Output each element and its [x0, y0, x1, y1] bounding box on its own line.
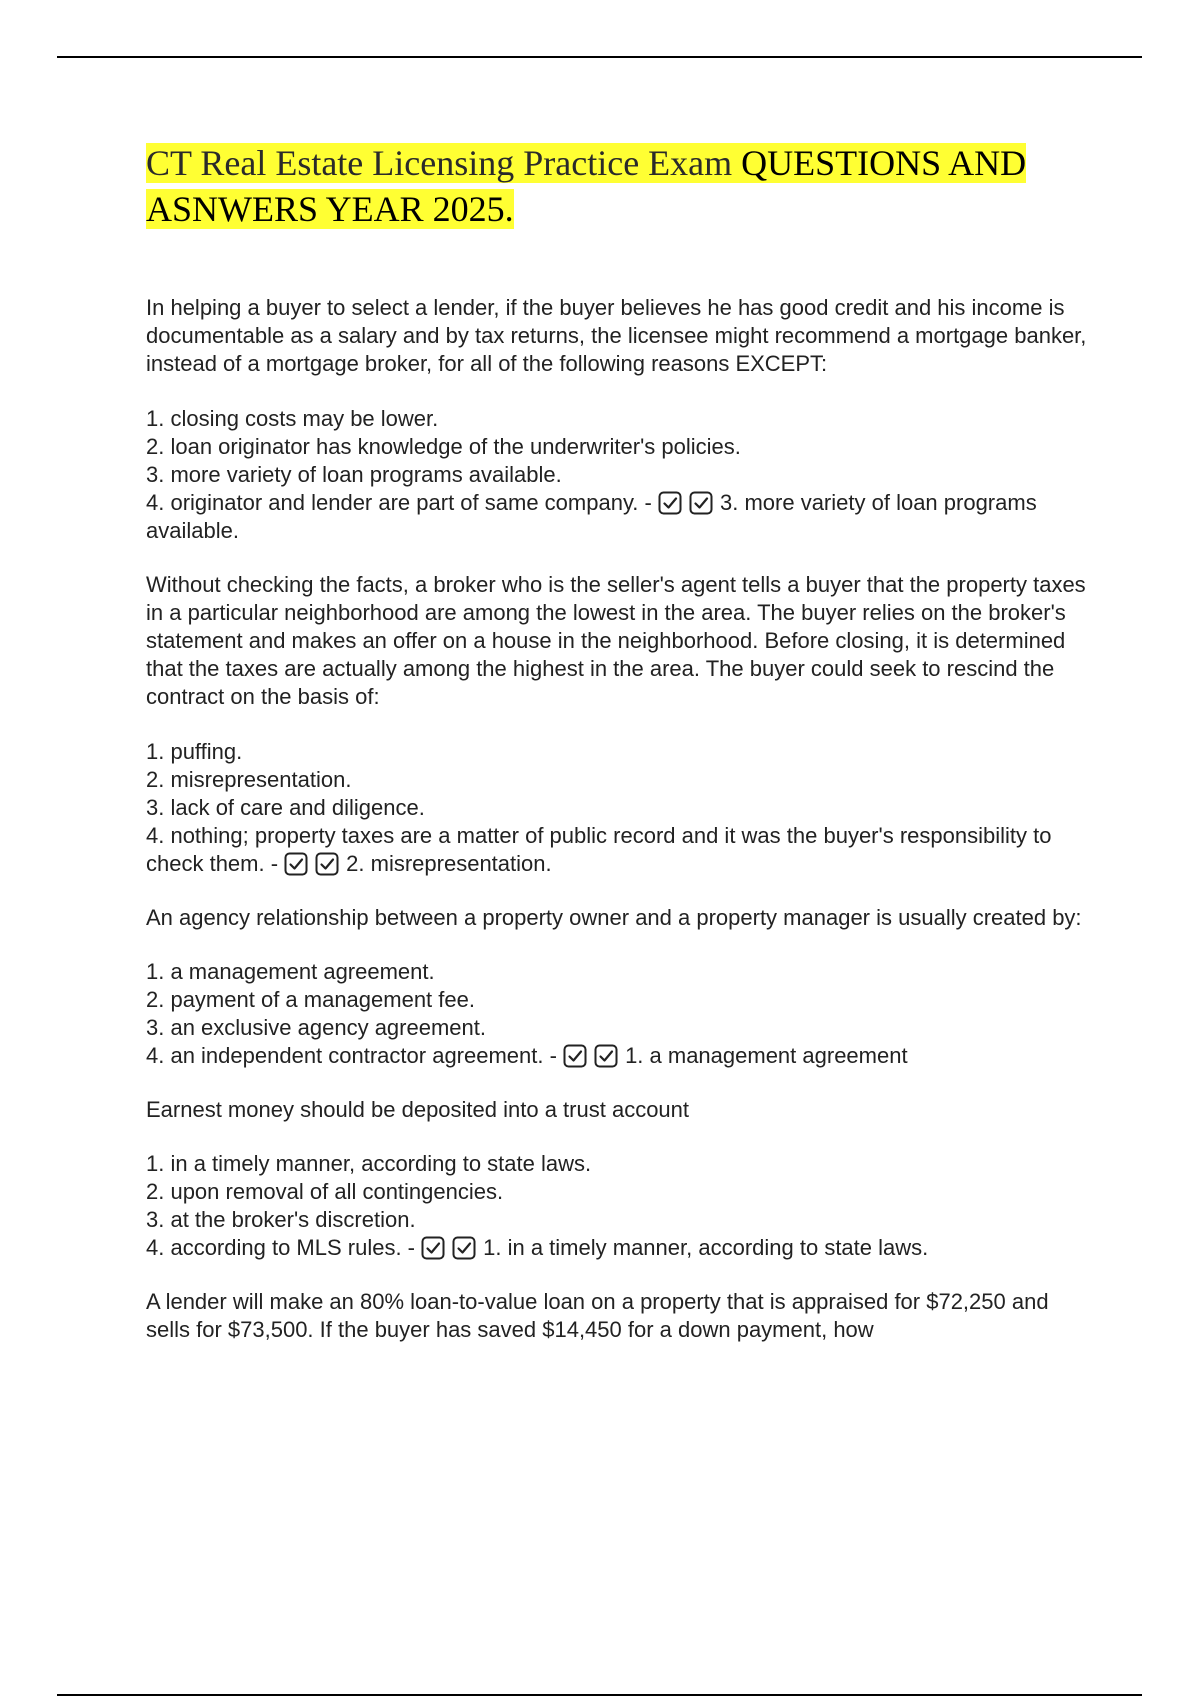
- checkbox-checked-icon: [315, 852, 339, 876]
- option: 2. payment of a management fee.: [146, 987, 475, 1013]
- option: 4. according to MLS rules. -: [146, 1235, 416, 1261]
- answer-line: [146, 489, 1096, 545]
- question-text: Without checking the facts, a broker who is the seller's agent tells a buyer that the property taxes in a particular neighborhood are among the lowest in the area. The buyer relies on the broker's statement and makes an offer on a house in the neighborhood. Before closing, it is determined that the taxes are actually among the highest in the area. The buyer could seek to rescind the contract on the basis of:: [146, 571, 1086, 710]
- checkbox-checked-icon: [452, 1236, 476, 1260]
- option: 3. more variety of loan programs available.: [146, 462, 562, 488]
- title-part-2: QUESTIONS AND ASNWERS YEAR 2025.: [146, 143, 1027, 229]
- option: 3. lack of care and diligence.: [146, 795, 425, 821]
- qa-block: [146, 571, 1096, 879]
- answer-text: 3. more variety of loan programs available.: [146, 490, 1037, 544]
- qa-block: [146, 904, 1096, 1071]
- qa-block: [146, 1096, 1096, 1263]
- question-text: Earnest money should be deposited into a trust account: [146, 1096, 690, 1122]
- answer-line: [146, 1042, 1096, 1070]
- document-title: [146, 140, 1066, 232]
- answer-line: [146, 822, 1096, 878]
- footer-rule: [57, 1694, 1142, 1696]
- checkbox-checked-icon: [421, 1236, 445, 1260]
- option: 1. closing costs may be lower.: [146, 405, 439, 431]
- checkbox-checked-icon: [594, 1044, 618, 1068]
- header-rule: [57, 56, 1142, 58]
- option: 1. in a timely manner, according to state laws.: [146, 1150, 592, 1176]
- qa-block: [146, 294, 1096, 546]
- title-part-1: CT Real Estate Licensing Practice Exam: [146, 143, 733, 183]
- option: 3. at the broker's discretion.: [146, 1207, 416, 1233]
- answer-text: 1. in a timely manner, according to state laws.: [483, 1235, 929, 1261]
- option: 4. an independent contractor agreement. -: [146, 1043, 557, 1069]
- option: 3. an exclusive agency agreement.: [146, 1015, 486, 1041]
- checkbox-checked-icon: [284, 852, 308, 876]
- answer-text: 2. misrepresentation.: [346, 851, 552, 877]
- checkbox-checked-icon: [658, 491, 682, 515]
- checkbox-checked-icon: [689, 491, 713, 515]
- answer-text: 1. a management agreement: [625, 1043, 908, 1069]
- option: 2. loan originator has knowledge of the underwriter's policies.: [146, 433, 741, 459]
- question-text: An agency relationship between a property owner and a property manager is usually created by:: [146, 904, 1082, 930]
- answer-line: [146, 1234, 1096, 1262]
- option: 1. a management agreement.: [146, 958, 435, 984]
- option: 2. misrepresentation.: [146, 766, 352, 792]
- checkbox-checked-icon: [563, 1044, 587, 1068]
- trailing-question-text: A lender will make an 80% loan-to-value loan on a property that is appraised for $72,250 and sells for $73,500. If the buyer has saved $14,450 for a down payment, how: [146, 1288, 1049, 1342]
- option: 2. upon removal of all contingencies.: [146, 1179, 504, 1205]
- option: 4. originator and lender are part of same company. -: [146, 490, 652, 516]
- option: 4. nothing; property taxes are a matter of public record and it was the buyer's responsibility to check them. -: [146, 823, 1052, 877]
- question-text: In helping a buyer to select a lender, if the buyer believes he has good credit and his income is documentable as a salary and by tax returns, the licensee might recommend a mortgage banker, instead of a mortgage broker, for all of the following reasons EXCEPT:: [146, 295, 1087, 377]
- question-list: [146, 294, 1096, 1370]
- option: 1. puffing.: [146, 738, 243, 764]
